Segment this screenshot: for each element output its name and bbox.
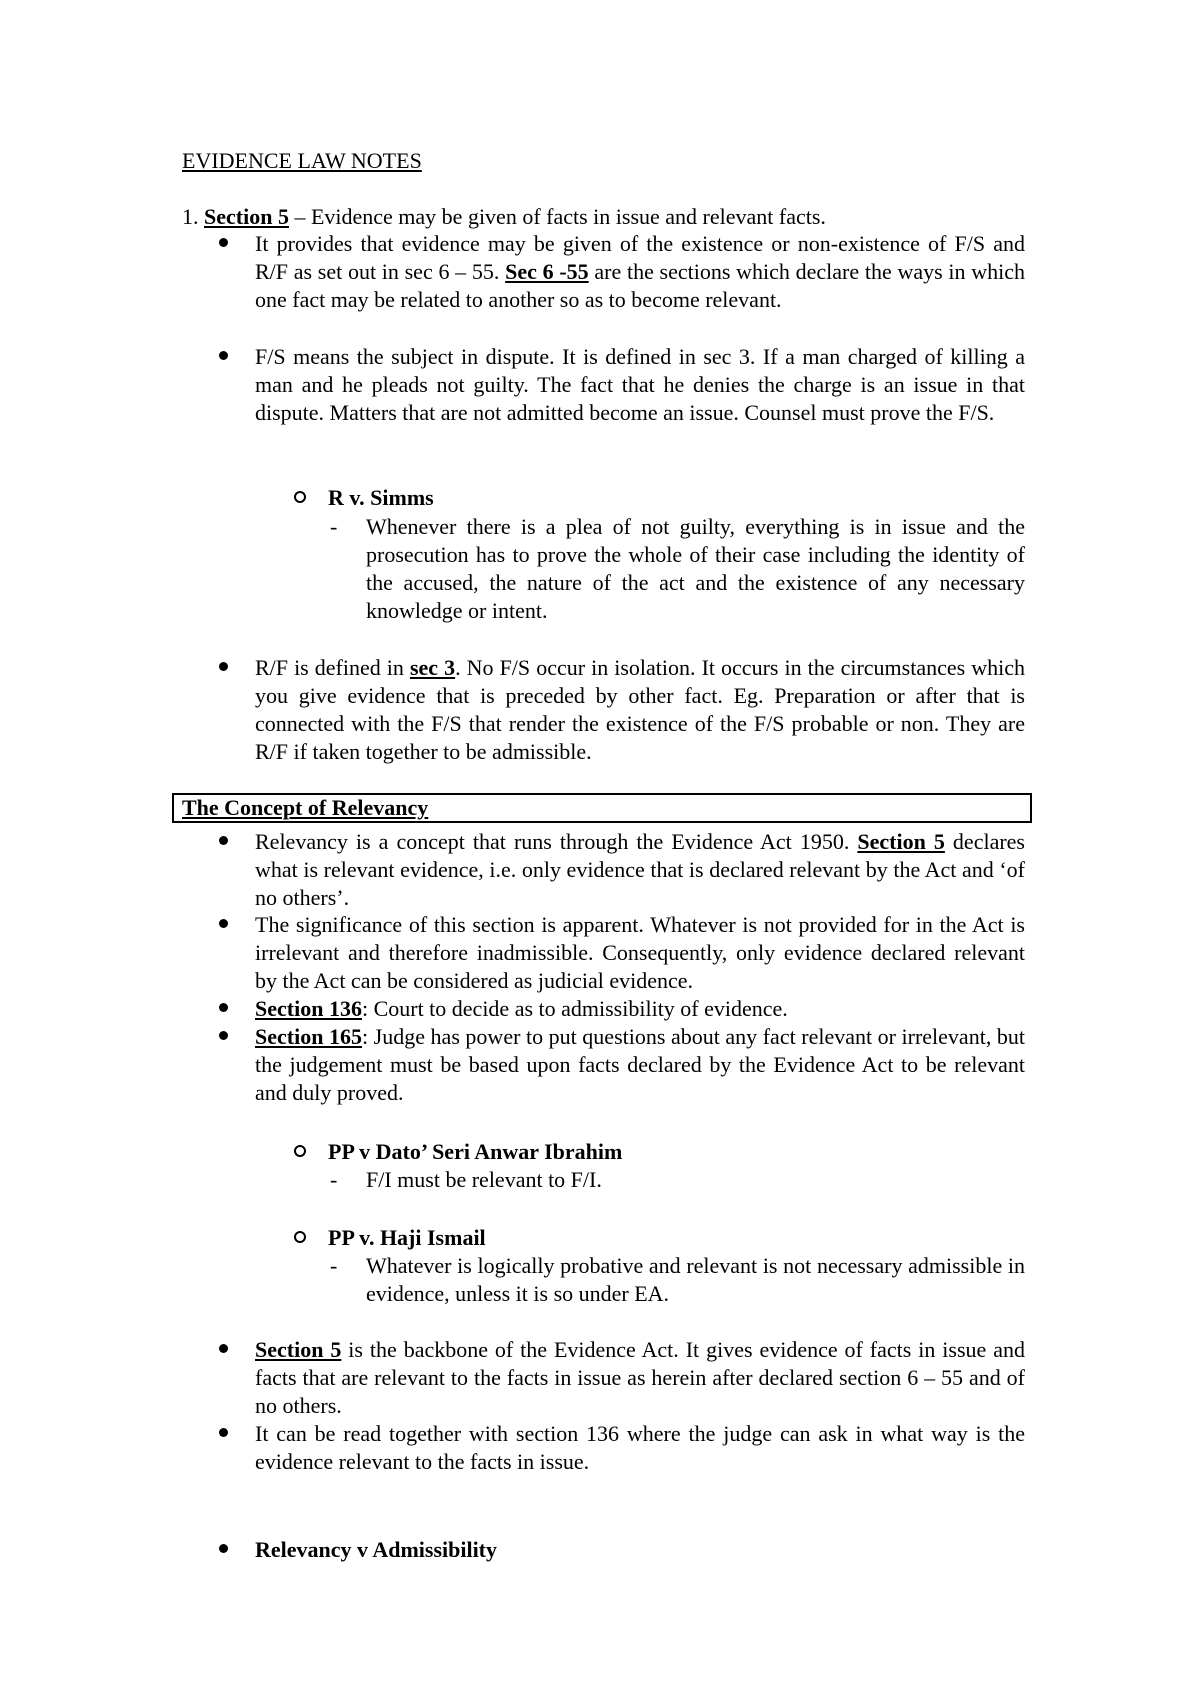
dash-icon: - <box>330 1253 338 1278</box>
case-pp-v-anwar-text: F/I must be relevant to F/I. <box>366 1167 602 1192</box>
document-title: EVIDENCE LAW NOTES <box>182 148 422 173</box>
circle-bullet-icon <box>294 1145 306 1157</box>
section-ref: Section 5 <box>204 204 289 229</box>
bullet-icon <box>219 1428 228 1437</box>
item-1 <box>182 203 922 231</box>
bullet-significance: The significance of this section is apparent. Whatever is not provided for in the Act is irrelevant and therefore inadmissible. Consequently, only evidence declared relevant by the Act can be considered as judicial evidence. <box>255 912 1025 993</box>
section-ref: Section 136 <box>255 996 362 1021</box>
section-ref: Section 165 <box>255 1024 362 1049</box>
bullet-icon <box>219 836 228 845</box>
section-ref: sec 3 <box>409 655 456 680</box>
bullet-icon <box>219 1344 228 1353</box>
circle-bullet-icon <box>294 491 306 503</box>
bullet-icon <box>219 351 228 360</box>
section-heading: The Concept of Relevancy <box>182 795 429 820</box>
bullet-rf-definition: R/F is defined in sec 3. No F/S occur in isolation. It occurs in the circumstances which you give evidence that is preceded by other fact. Eg. Preparation or after that is connected with the F/S that render the existence of the F/S probable or non. They are R/F if taken together to be admissible. <box>255 655 1025 764</box>
bullet-icon <box>219 1544 228 1553</box>
case-pp-v-haji-ismail-text: Whatever is logically probative and relevant is not necessary admissible in evidence, unless it is so under EA. <box>366 1253 1025 1306</box>
case-pp-v-anwar: PP v Dato’ Seri Anwar Ibrahim <box>328 1139 623 1164</box>
item-number: 1. <box>182 204 199 229</box>
bullet-relevancy-concept: Relevancy is a concept that runs through the Evidence Act 1950. Section 5 declares what is relevant evidence, i.e. only evidence that is declared relevant by the Act and ‘of no others’. <box>255 829 1025 910</box>
bullet-icon <box>219 238 228 247</box>
bullet-icon <box>219 1031 228 1040</box>
section-ref: Section 5 <box>255 1337 342 1362</box>
bullet-existence: It provides that evidence may be given of the existence or non-existence of F/S and R/F as set out in sec 6 – 55. Sec 6 -55 are the sections which declare the ways in which one fact may be related to another so as to become relevant. <box>255 231 1025 312</box>
dash-icon: - <box>330 514 338 539</box>
bullet-section-136-read: It can be read together with section 136 where the judge can ask in what way is the evidence relevant to the facts in issue. <box>255 1421 1025 1474</box>
bullet-relevancy-admissibility: Relevancy v Admissibility <box>255 1537 498 1562</box>
bullet-section-136: Section 136: Court to decide as to admissibility of evidence. <box>255 996 788 1021</box>
circle-bullet-icon <box>294 1231 306 1243</box>
bullet-icon <box>219 919 228 928</box>
item-text: – Evidence may be given of facts in issue and relevant facts. <box>288 204 826 229</box>
section-ref: Section 5 <box>857 829 945 854</box>
bullet-section-165: Section 165: Judge has power to put questions about any fact relevant or irrelevant, but the judgement must be based upon facts declared by the Evidence Act to be relevant and duly proved. <box>255 1024 1025 1105</box>
bullet-fs-definition: F/S means the subject in dispute. It is defined in sec 3. If a man charged of killing a man and he pleads not guilty. The fact that he denies the charge is an issue in that dispute. Matters that are not admitted become an issue. Counsel must prove the F/S. <box>255 344 1025 425</box>
dash-icon: - <box>330 1167 338 1192</box>
section-ref: Sec 6 -55 <box>505 259 589 284</box>
bullet-icon <box>219 1003 228 1012</box>
bullet-icon <box>219 662 228 671</box>
bullet-section-5-backbone: Section 5 is the backbone of the Evidence Act. It gives evidence of facts in issue and facts that are relevant to the facts in issue as herein after declared section 6 – 55 and of no others. <box>255 1337 1025 1418</box>
case-pp-v-haji-ismail: PP v. Haji Ismail <box>328 1225 486 1250</box>
case-r-v-simms: R v. Simms <box>328 485 434 510</box>
case-r-v-simms-text: Whenever there is a plea of not guilty, everything is in issue and the prosecution has to prove the whole of their case including the identity of the accused, the nature of the act and the existence of any necessary knowledge or intent. <box>366 514 1025 623</box>
